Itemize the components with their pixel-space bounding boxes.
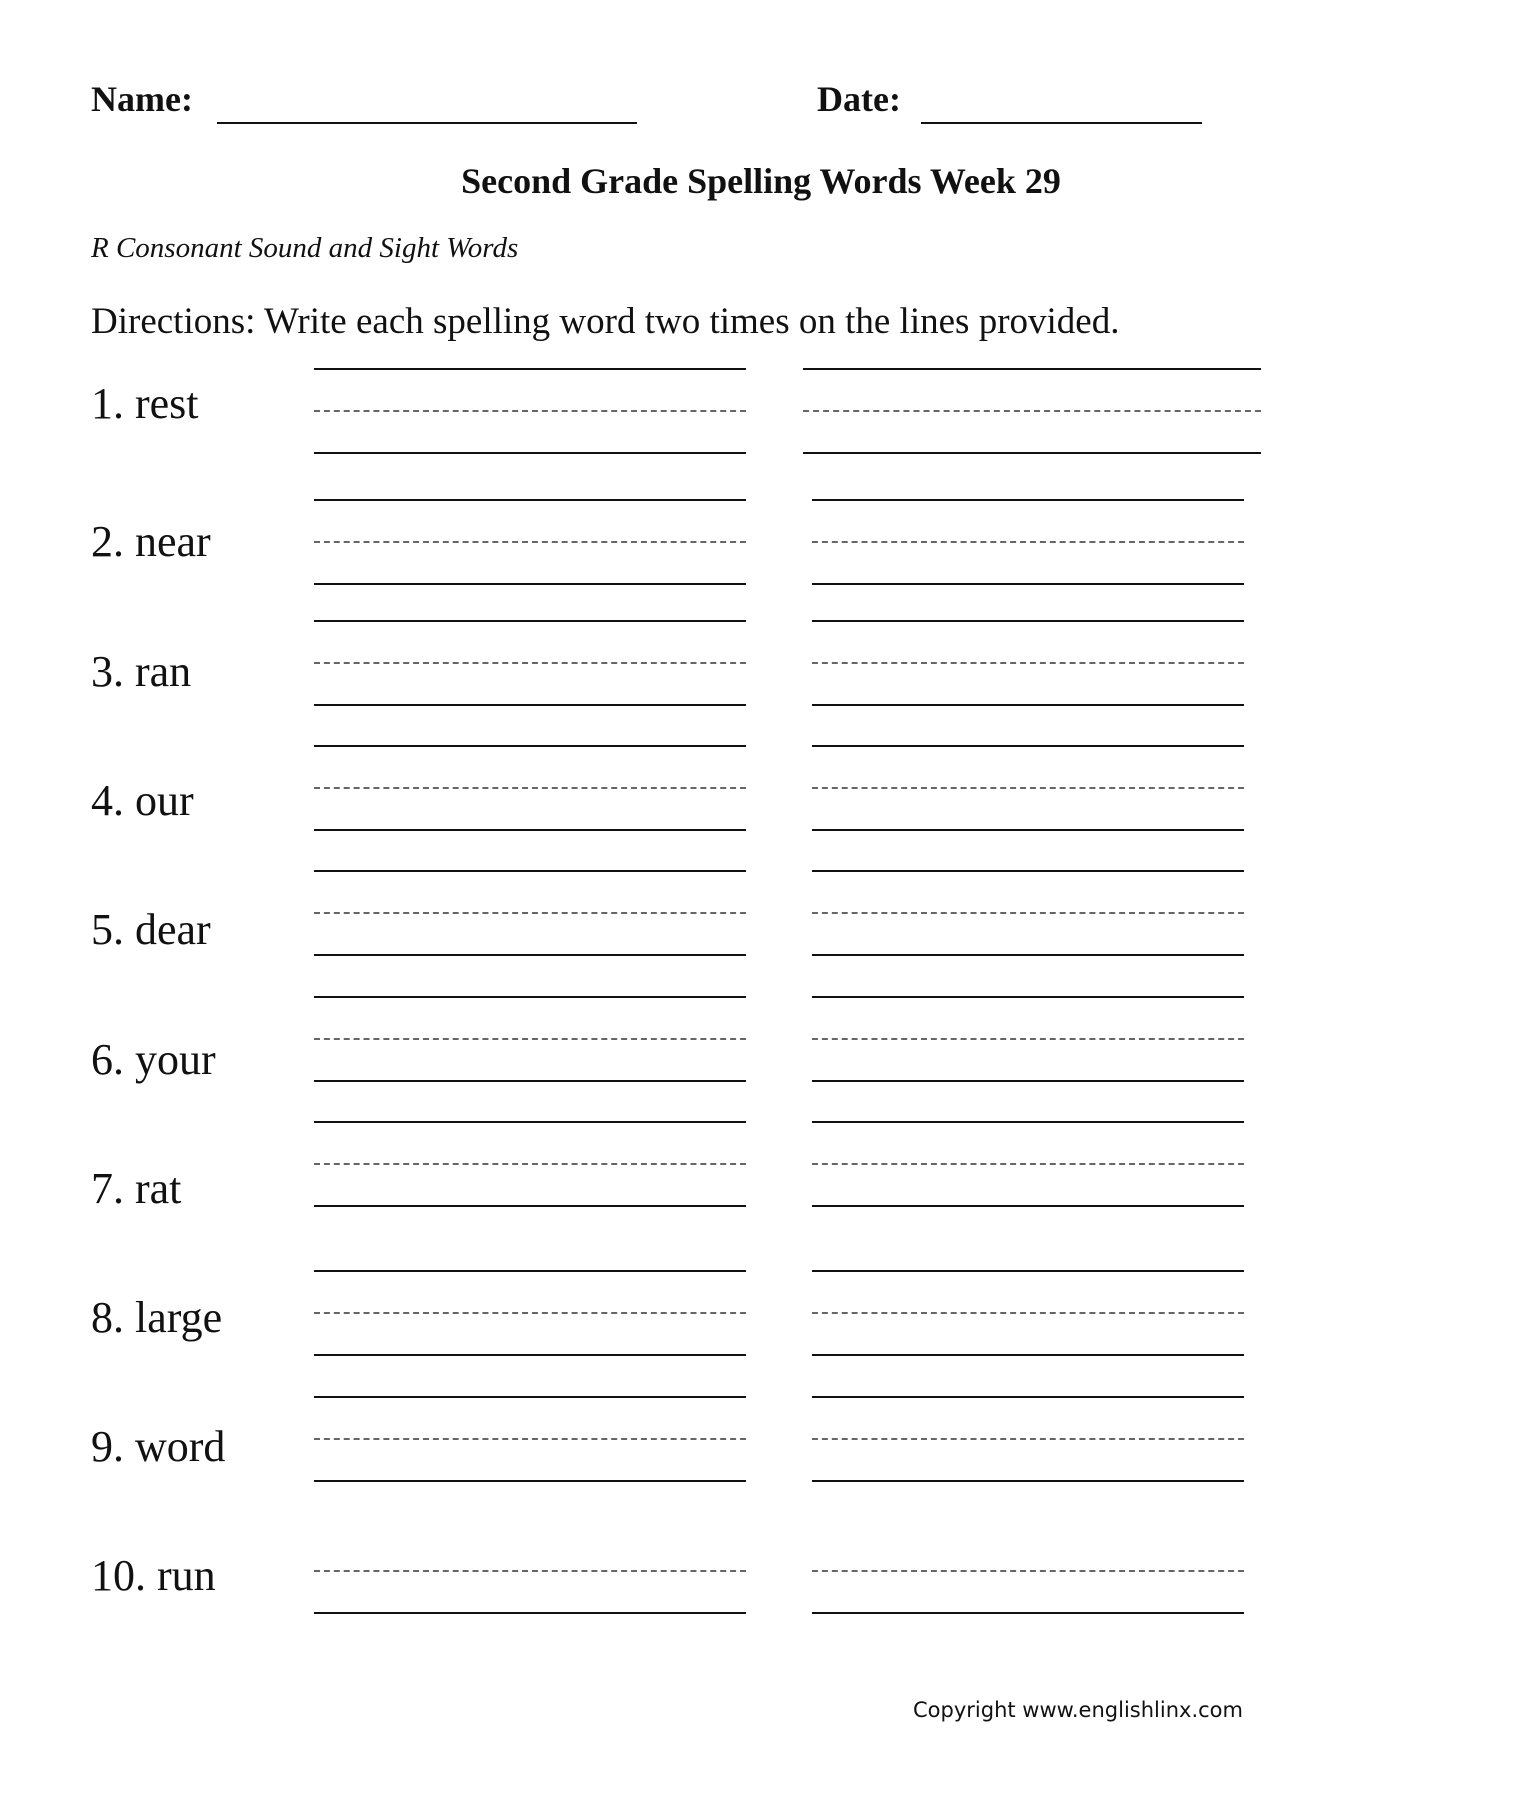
dashed-midline <box>812 1038 1244 1040</box>
writing-line[interactable] <box>314 996 746 998</box>
writing-line[interactable] <box>314 870 746 872</box>
page-title: Second Grade Spelling Words Week 29 <box>461 161 1061 201</box>
spelling-word: 3. ran <box>91 647 192 696</box>
dashed-midline <box>812 1570 1244 1572</box>
writing-line[interactable] <box>314 954 746 956</box>
writing-line[interactable] <box>314 452 746 454</box>
dashed-midline <box>314 1570 746 1572</box>
dashed-midline <box>314 787 746 789</box>
spelling-word: 7. rat <box>91 1164 182 1213</box>
page-subtitle: R Consonant Sound and Sight Words <box>91 232 519 264</box>
dashed-midline <box>812 662 1244 664</box>
writing-line[interactable] <box>812 1121 1244 1123</box>
dashed-midline <box>314 1438 746 1440</box>
spelling-word: 5. dear <box>91 905 211 954</box>
writing-line[interactable] <box>803 368 1261 370</box>
writing-line[interactable] <box>314 1080 746 1082</box>
writing-line[interactable] <box>812 996 1244 998</box>
dashed-midline <box>314 1038 746 1040</box>
writing-line[interactable] <box>314 583 746 585</box>
writing-line[interactable] <box>314 1396 746 1398</box>
spelling-word: 6. your <box>91 1035 216 1084</box>
writing-line[interactable] <box>812 954 1244 956</box>
writing-line[interactable] <box>314 1270 746 1272</box>
dashed-midline <box>314 410 746 412</box>
writing-line[interactable] <box>314 745 746 747</box>
writing-line[interactable] <box>812 870 1244 872</box>
writing-line[interactable] <box>314 829 746 831</box>
dashed-midline <box>314 1163 746 1165</box>
writing-line[interactable] <box>812 1354 1244 1356</box>
dashed-midline <box>803 410 1261 412</box>
dashed-midline <box>812 787 1244 789</box>
spelling-word: 10. run <box>91 1551 216 1600</box>
writing-line[interactable] <box>812 1480 1244 1482</box>
dashed-midline <box>812 912 1244 914</box>
directions-text: Directions: Write each spelling word two times on the lines provided. <box>91 301 1120 342</box>
dashed-midline <box>314 912 746 914</box>
writing-line[interactable] <box>314 620 746 622</box>
writing-line[interactable] <box>314 368 746 370</box>
writing-line[interactable] <box>314 704 746 706</box>
writing-line[interactable] <box>314 1205 746 1207</box>
writing-line[interactable] <box>812 745 1244 747</box>
dashed-midline <box>314 1312 746 1314</box>
spelling-word: 9. word <box>91 1422 226 1471</box>
writing-line[interactable] <box>314 499 746 501</box>
dashed-midline <box>314 541 746 543</box>
writing-line[interactable] <box>812 1270 1244 1272</box>
writing-line[interactable] <box>812 1612 1244 1614</box>
dashed-midline <box>812 1438 1244 1440</box>
dashed-midline <box>812 1163 1244 1165</box>
writing-line[interactable] <box>812 499 1244 501</box>
writing-line[interactable] <box>314 1612 746 1614</box>
dashed-midline <box>812 1312 1244 1314</box>
date-label: Date: <box>817 79 901 119</box>
dashed-midline <box>812 541 1244 543</box>
copyright-text: Copyright www.englishlinx.com <box>913 1698 1243 1722</box>
name-label: Name: <box>91 79 193 119</box>
writing-line[interactable] <box>812 829 1244 831</box>
writing-line[interactable] <box>314 1480 746 1482</box>
writing-line[interactable] <box>812 1080 1244 1082</box>
spelling-word: 2. near <box>91 517 211 566</box>
spelling-word: 1. rest <box>91 379 199 428</box>
spelling-word: 4. our <box>91 776 194 825</box>
writing-line[interactable] <box>812 1396 1244 1398</box>
writing-line[interactable] <box>812 620 1244 622</box>
writing-line[interactable] <box>812 1205 1244 1207</box>
writing-line[interactable] <box>803 452 1261 454</box>
writing-line[interactable] <box>314 1354 746 1356</box>
writing-line[interactable] <box>812 704 1244 706</box>
writing-line[interactable] <box>812 583 1244 585</box>
writing-line[interactable] <box>314 1121 746 1123</box>
dashed-midline <box>314 662 746 664</box>
spelling-word: 8. large <box>91 1293 223 1342</box>
